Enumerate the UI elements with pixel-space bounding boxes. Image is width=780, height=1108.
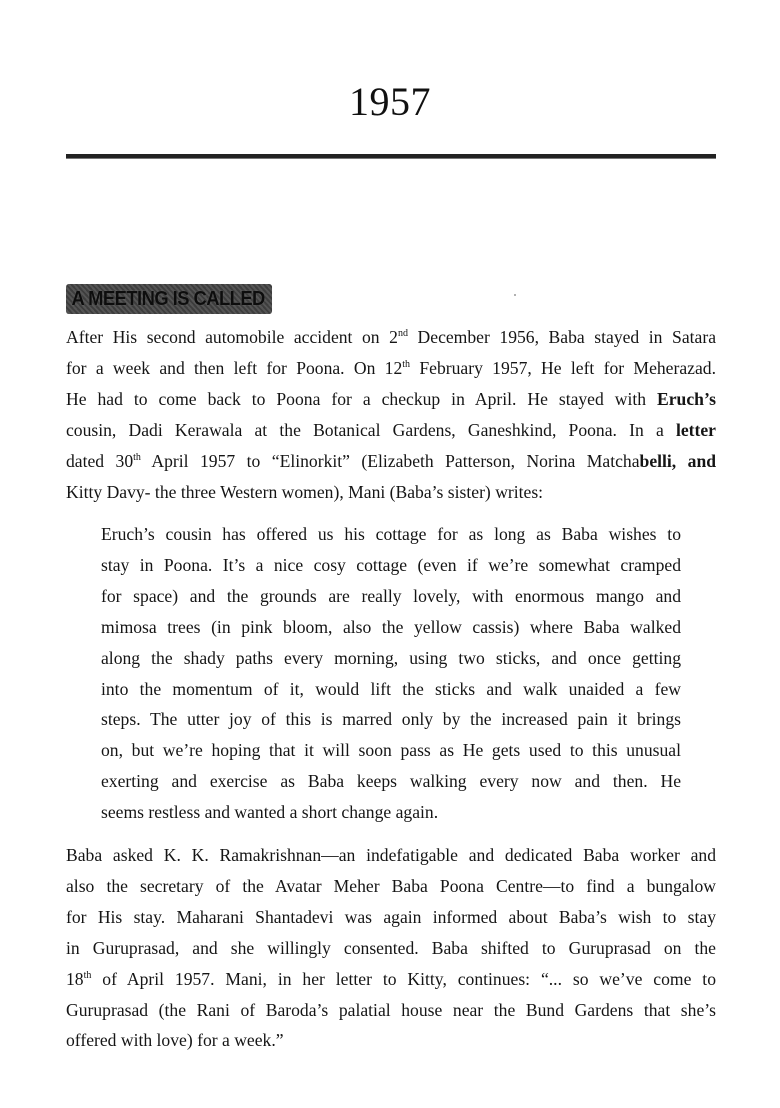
text-line	[66, 384, 716, 415]
text-line	[101, 643, 681, 674]
text-segment: Baba asked K. K. Ramakrishnan—an indefatigable and dedicated Baba worker and	[66, 845, 716, 865]
text-segment: cousin, Dadi Kerawala at the Botanical Gardens, Ganeshkind, Poona. In a	[66, 419, 676, 440]
text-line	[66, 902, 716, 933]
text-segment: seems restless and wanted a short change again.	[101, 802, 439, 823]
text-line	[66, 322, 716, 353]
ordinal-suffix: th	[402, 358, 411, 370]
text-segment: into the momentum of it, would lift the sticks and walk unaided a few	[101, 678, 681, 699]
text-segment: exerting and exercise as Baba keeps walking every now and then. He	[101, 771, 681, 792]
text-line	[101, 674, 681, 705]
text-line	[101, 581, 681, 612]
text-segment: He had to come back to Poona for a checkup in April. He stayed with	[66, 388, 658, 409]
text-segment: on, but we’re hoping that it will soon pass as He gets used to this unusual	[101, 740, 681, 761]
ordinal-suffix: th	[83, 969, 92, 981]
ordinal-suffix: nd	[397, 328, 408, 339]
text-segment: for His stay. Maharani Shantadevi was again informed about Baba’s wish to stay	[66, 906, 716, 927]
title-divider	[66, 154, 716, 159]
text-segment: December 1956, Baba stayed in Satara	[407, 327, 716, 347]
text-segment: stay in Poona. It’s a nice cosy cottage (even if we’re somewhat cramped	[101, 554, 681, 575]
text-segment: offered with love) for a week.”	[66, 1030, 284, 1051]
page-title: 1957	[349, 79, 431, 124]
text-line	[66, 840, 716, 871]
text-segment: letter	[675, 419, 716, 440]
text-line	[101, 735, 681, 766]
text-segment: in Guruprasad, and she willingly consented. Baba shifted to Guruprasad on the	[66, 937, 716, 958]
text-segment: steps. The utter joy of this is marred only by the increased pain it brings	[101, 709, 681, 730]
text-segment: mimosa trees (in pink bloom, also the yellow cassis) where Baba walked	[101, 616, 681, 637]
text-segment: Eruch’s	[657, 388, 716, 409]
text-line	[66, 933, 716, 964]
text-line	[66, 415, 716, 446]
text-line	[101, 797, 681, 828]
text-segment: for space) and the grounds are really lovely, with enormous mango and	[101, 585, 681, 606]
text-segment: of April 1957. Mani, in her letter to Kitty, continues: “... so we’ve come to	[91, 968, 716, 989]
text-line	[101, 519, 681, 550]
block-quote	[101, 519, 681, 828]
section-heading: A MEETING IS CALLED	[66, 284, 272, 314]
text-segment: Eruch’s cousin has offered us his cottage for as long as Baba wishes to	[101, 524, 681, 544]
body-paragraph	[66, 840, 716, 1056]
text-line	[66, 477, 716, 508]
text-line	[66, 871, 716, 902]
text-line	[101, 612, 681, 643]
text-line	[101, 766, 681, 797]
text-line	[66, 995, 716, 1026]
text-segment: Guruprasad (the Rani of Baroda’s palatial house near the Bund Gardens that she’s	[66, 999, 716, 1020]
text-line	[66, 1025, 716, 1056]
text-segment: After His second automobile accident on 2	[66, 327, 398, 347]
text-segment: dated 30	[66, 450, 134, 471]
text-line	[66, 964, 716, 995]
intro-paragraph	[66, 322, 716, 507]
text-line	[66, 353, 716, 384]
text-line	[66, 446, 716, 477]
text-segment: belli, and	[639, 450, 717, 471]
text-line	[101, 550, 681, 581]
scan-speck	[514, 294, 516, 296]
text-segment: along the shady paths every morning, using two sticks, and once getting	[101, 647, 681, 668]
ordinal-suffix: th	[133, 451, 141, 463]
text-segment: February 1957, He left for Meherazad.	[410, 357, 716, 378]
text-segment: Kitty Davy- the three Western women), Mani (Baba’s sister) writes:	[66, 481, 544, 502]
text-segment: also the secretary of the Avatar Meher Baba Poona Centre—to find a bungalow	[66, 875, 716, 896]
text-segment: April 1957 to “Elinorkit” (Elizabeth Patterson, Norina Matcha	[140, 450, 640, 471]
text-segment: 18	[66, 968, 84, 989]
text-segment: for a week and then left for Poona. On 12	[66, 357, 403, 378]
text-line	[101, 704, 681, 735]
